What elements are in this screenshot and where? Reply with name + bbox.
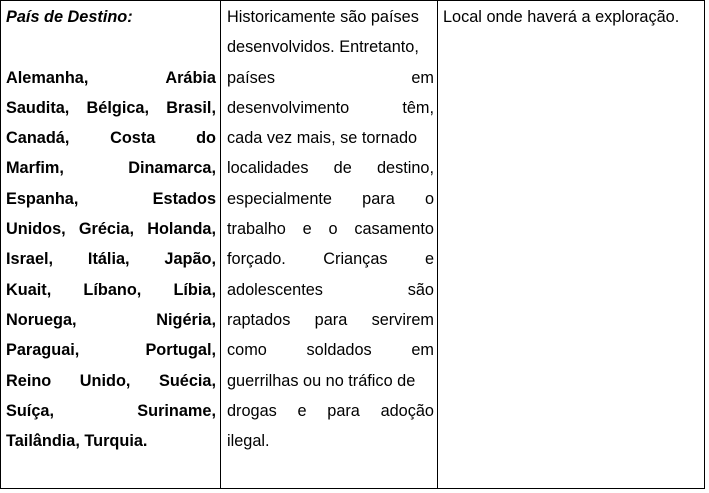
text-line (6, 275, 216, 305)
text-line (227, 214, 434, 244)
word: adoção (380, 401, 434, 420)
word: em (411, 68, 434, 87)
word: Unidos, (6, 220, 66, 239)
word: soldados (306, 341, 372, 360)
word: ilegal. (227, 432, 270, 451)
text-line (227, 244, 434, 274)
text-line (6, 214, 216, 244)
word: Kuait, (6, 280, 52, 299)
text-line (6, 366, 216, 396)
word: Reino (6, 371, 52, 390)
word: e (302, 220, 312, 239)
text-line (227, 184, 434, 214)
blank-line (6, 32, 216, 62)
word: especialmente (227, 189, 332, 208)
word: Holanda, (147, 220, 216, 239)
text-line (6, 63, 216, 93)
word: cada vez mais, se tornado (227, 129, 418, 148)
word: raptados (227, 310, 291, 329)
text-line (227, 275, 434, 305)
word: Líbia, (173, 280, 216, 299)
word: Brasil, (166, 98, 216, 117)
word: Arábia (165, 68, 216, 87)
word: Unido, (79, 371, 131, 390)
word: Suíça, (6, 401, 54, 420)
column-divider (220, 1, 221, 488)
text-line (6, 305, 216, 335)
text-line (227, 123, 434, 153)
word: casamento (354, 220, 434, 239)
text-line (6, 153, 216, 183)
word: Nigéria, (156, 310, 216, 329)
word: para (362, 189, 395, 208)
text-line (6, 335, 216, 365)
word: Espanha, (6, 189, 79, 208)
text-line (227, 93, 434, 123)
word: Suécia, (158, 371, 216, 390)
word: Saudita, (6, 98, 70, 117)
word: Paraguai, (6, 341, 80, 360)
word: Crianças (323, 250, 388, 269)
word: destino, (376, 159, 434, 178)
destination-countries-cell (6, 2, 216, 456)
text-line (443, 2, 705, 32)
word: Dinamarca, (128, 159, 216, 178)
text-line (6, 426, 216, 456)
exploitation-location-cell (443, 2, 705, 32)
exploitation-location-text (443, 2, 705, 32)
word: Bélgica, (86, 98, 149, 117)
text-line (227, 153, 434, 183)
word: Japão, (164, 250, 216, 269)
word: Costa (110, 129, 156, 148)
word: para (327, 401, 360, 420)
word: Noruega, (6, 310, 77, 329)
word: Portugal, (145, 341, 216, 360)
word: para (314, 310, 348, 329)
word: Historicamente são países (227, 8, 419, 26)
word: desenvolvidos. Entretanto, (227, 38, 419, 57)
word: Marfim, (6, 159, 64, 178)
text-line (6, 123, 216, 153)
word: como (227, 341, 267, 360)
word: de (333, 159, 352, 178)
word: Estados (152, 189, 216, 208)
word: países (227, 68, 275, 87)
text-line (227, 396, 434, 426)
text-line (227, 335, 434, 365)
column-divider (437, 1, 438, 488)
word: Israel, (6, 250, 54, 269)
word: forçado. (227, 250, 286, 269)
word: e (297, 401, 307, 420)
country-list (6, 63, 216, 457)
word: Itália, (87, 250, 130, 269)
word: têm, (402, 98, 434, 117)
text-line (227, 426, 434, 456)
text-line (6, 184, 216, 214)
word: Canadá, (6, 129, 70, 148)
word: servirem (371, 310, 434, 329)
text-line (227, 305, 434, 335)
word: Grécia, (78, 220, 135, 239)
word: Local onde haverá a exploração. (443, 8, 680, 26)
word: Tailândia, Turquia. (6, 432, 148, 451)
text-line (227, 2, 434, 32)
text-line (6, 93, 216, 123)
text-line (227, 32, 434, 62)
word: e (424, 250, 434, 269)
word: Líbano, (83, 280, 142, 299)
word: em (411, 341, 434, 360)
text-line (6, 244, 216, 274)
word: o (328, 220, 338, 239)
word: trabalho (227, 220, 286, 239)
text-line (6, 396, 216, 426)
word: desenvolvimento (227, 98, 350, 117)
word: adolescentes (227, 280, 323, 299)
word: guerrilhas ou no tráfico de (227, 371, 416, 390)
word: Alemanha, (6, 68, 89, 87)
word: do (196, 129, 216, 148)
description-text (227, 2, 434, 456)
word: o (424, 189, 434, 208)
word: Suriname, (137, 401, 216, 420)
word: localidades (227, 159, 309, 178)
text-line (227, 366, 434, 396)
word: são (407, 280, 434, 299)
description-cell (227, 2, 434, 456)
destination-heading: País de Destino: (6, 8, 133, 26)
text-line (227, 63, 434, 93)
word: drogas (227, 401, 277, 420)
